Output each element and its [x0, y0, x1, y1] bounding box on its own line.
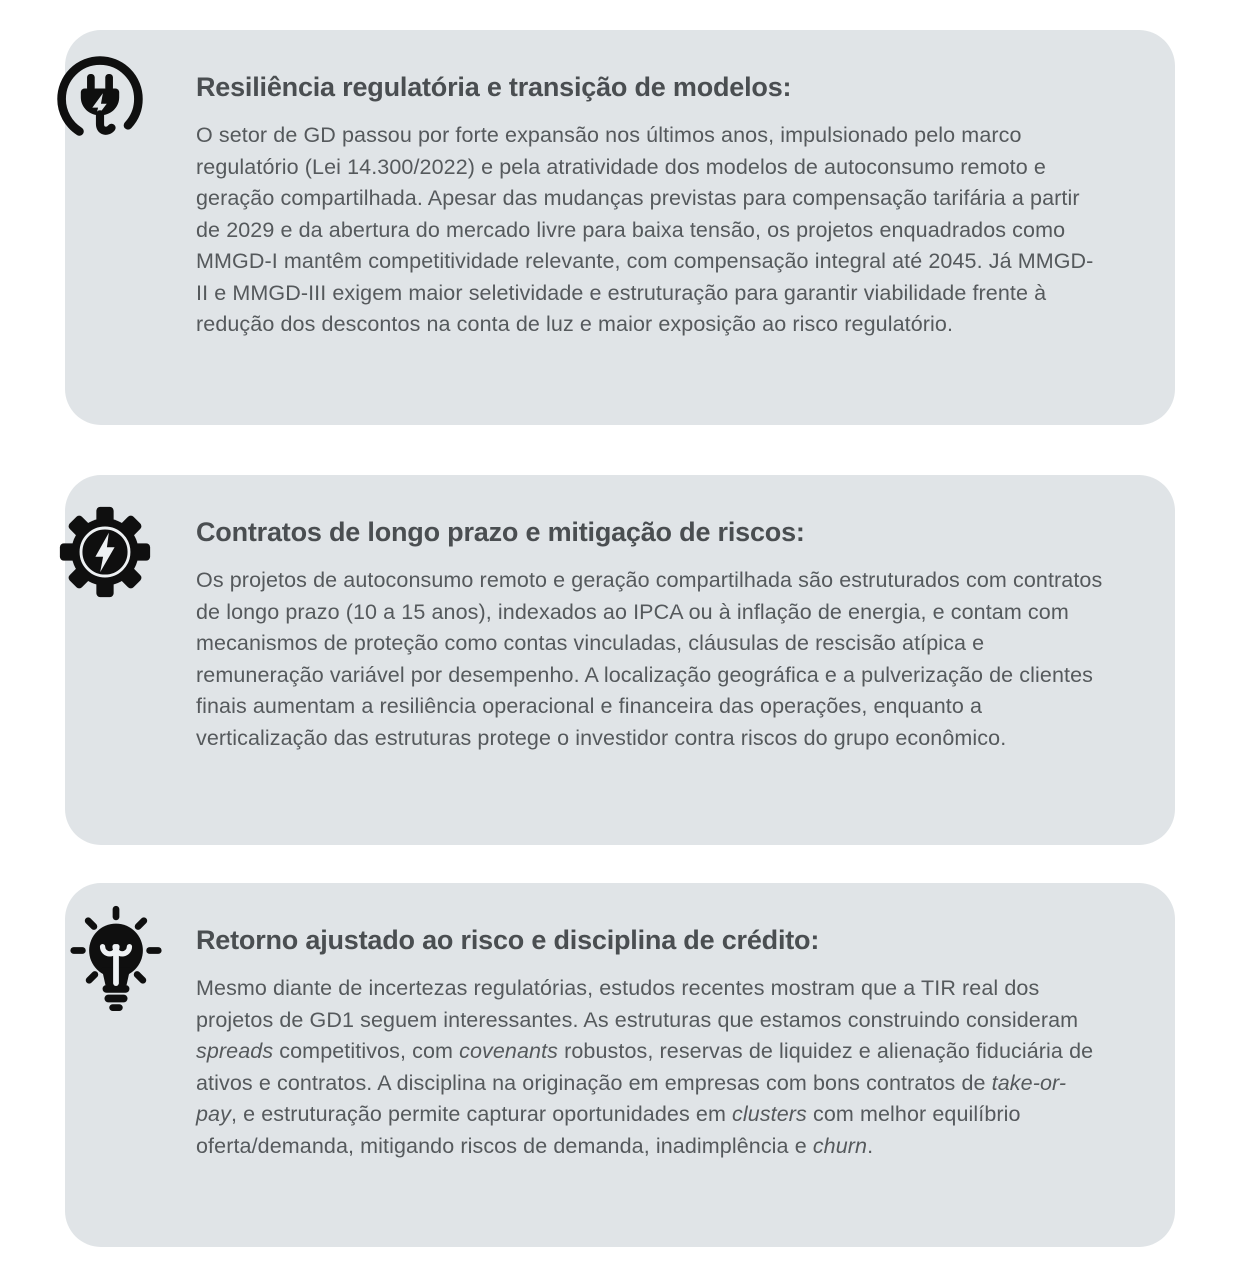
card-long-term-contracts: [65, 475, 1175, 845]
card-risk-adjusted-return: [65, 883, 1175, 1247]
gear-bolt-icon: [57, 504, 153, 600]
plug-circle-icon: [52, 51, 148, 147]
card-body-text: O setor de GD passou por forte expansão nos últimos anos, impulsionado pelo marco regulatório (Lei 14.300/2022) e pela atratividade dos modelos de autoconsumo remoto e geração compartilhada. Apesar das mudanças previstas para compensação tarifária a partir de 2029 e da abertura do mercado livre para baixa tensão, os projetos enquadrados como MMGD-I mantêm competitividade relevante, com compensação integral até 2045. Já MMGD-II e MMGD-III exigem maior seletividade e estruturação para garantir viabilidade frente à redução dos descontos na conta de luz e maior exposição ao risco regulatório.: [196, 123, 1094, 337]
card-title: Contratos de longo prazo e mitigação de riscos:: [196, 517, 805, 547]
card-body-text: Mesmo diante de incertezas regulatórias, estudos recentes mostram que a TIR real dos projetos de GD1 seguem interessantes. As estruturas que estamos construindo consideram spreads competitivos, com covenants robustos, reservas de liquidez e alienação fiduciária de ativos e contratos. A disciplina na originação em empresas com bons contratos de take-or-pay, e estruturação permite capturar oportunidades em clusters com melhor equilíbrio oferta/demanda, mitigando riscos de demanda, inadimplência e churn.: [196, 976, 1094, 1158]
card-title: Resiliência regulatória e transição de modelos:: [196, 72, 792, 102]
lightbulb-icon: [68, 903, 164, 1021]
card-title: Retorno ajustado ao risco e disciplina de crédito:: [196, 925, 820, 955]
card-body-text: Os projetos de autoconsumo remoto e geração compartilhada são estruturados com contratos de longo prazo (10 a 15 anos), indexados ao IPCA ou à inflação de energia, e contam com mecanismos de proteção como contas vinculadas, cláusulas de rescisão atípica e remuneração variável por desempenho. A localização geográfica e a pulverização de clientes finais aumentam a resiliência operacional e financeira das operações, enquanto a verticalização das estruturas protege o investidor contra riscos do grupo econômico.: [196, 568, 1103, 750]
card-regulatory-resilience: [65, 30, 1175, 425]
